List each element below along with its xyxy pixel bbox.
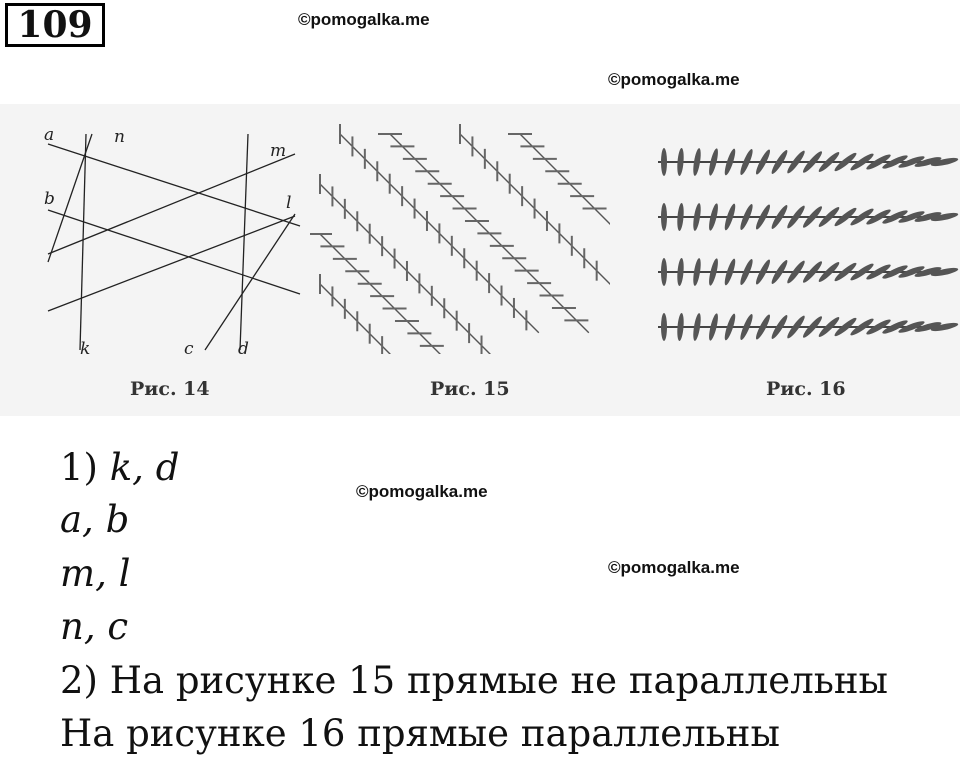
answer-part1-prefix: 1) xyxy=(60,446,110,489)
figure-16 xyxy=(650,104,960,400)
caption-fig15: Рис. 15 xyxy=(430,378,510,400)
fig16-mark xyxy=(676,148,684,176)
fig15-stroke xyxy=(320,284,519,354)
line-l xyxy=(48,216,295,311)
line-c xyxy=(205,214,295,350)
watermark: ©pomogalka.me xyxy=(356,482,488,501)
answer-part2-line1: 2) На рисунке 15 прямые не параллельны xyxy=(60,659,888,702)
label-c: c xyxy=(184,339,194,359)
figure-15-diagram xyxy=(310,104,610,354)
fig16-mark xyxy=(676,258,684,286)
fig16-mark xyxy=(661,203,667,231)
figure-16-diagram xyxy=(650,104,960,354)
label-d: d xyxy=(238,339,249,359)
label-b: b xyxy=(44,189,55,209)
problem-number: 109 xyxy=(5,3,105,47)
answer-line-1 xyxy=(60,446,179,490)
answer-pair-nc: n, c xyxy=(60,605,129,648)
fig15-stroke xyxy=(320,234,519,354)
line-d xyxy=(240,134,248,350)
label-m: m xyxy=(270,141,287,161)
watermark: ©pomogalka.me xyxy=(298,10,430,29)
label-a: a xyxy=(44,125,55,145)
fig15-stroke xyxy=(320,184,519,354)
fig16-mark xyxy=(661,258,667,286)
fig16-mark xyxy=(676,313,684,341)
fig16-mark xyxy=(661,313,667,341)
caption-fig16: Рис. 16 xyxy=(766,378,846,400)
fig16-mark xyxy=(676,203,684,231)
caption-fig14: Рис. 14 xyxy=(130,378,210,400)
answer-pair-kd: k, d xyxy=(109,446,180,489)
line-b xyxy=(48,210,300,294)
answer-part2-line2: На рисунке 16 прямые параллельны xyxy=(60,712,780,755)
fig16-mark xyxy=(661,148,667,176)
answer-pair-ab: a, b xyxy=(60,498,130,541)
label-k: k xyxy=(80,339,91,359)
watermark: ©pomogalka.me xyxy=(608,558,740,577)
figure-14-diagram xyxy=(30,104,320,374)
figures-strip xyxy=(0,104,960,416)
figure-15 xyxy=(310,104,610,400)
label-n: n xyxy=(114,127,125,147)
answer-pair-ml: m, l xyxy=(60,552,131,595)
label-l: l xyxy=(286,193,292,213)
watermark: ©pomogalka.me xyxy=(608,70,740,89)
fig15-stroke xyxy=(520,134,610,333)
figure-14 xyxy=(30,104,320,400)
